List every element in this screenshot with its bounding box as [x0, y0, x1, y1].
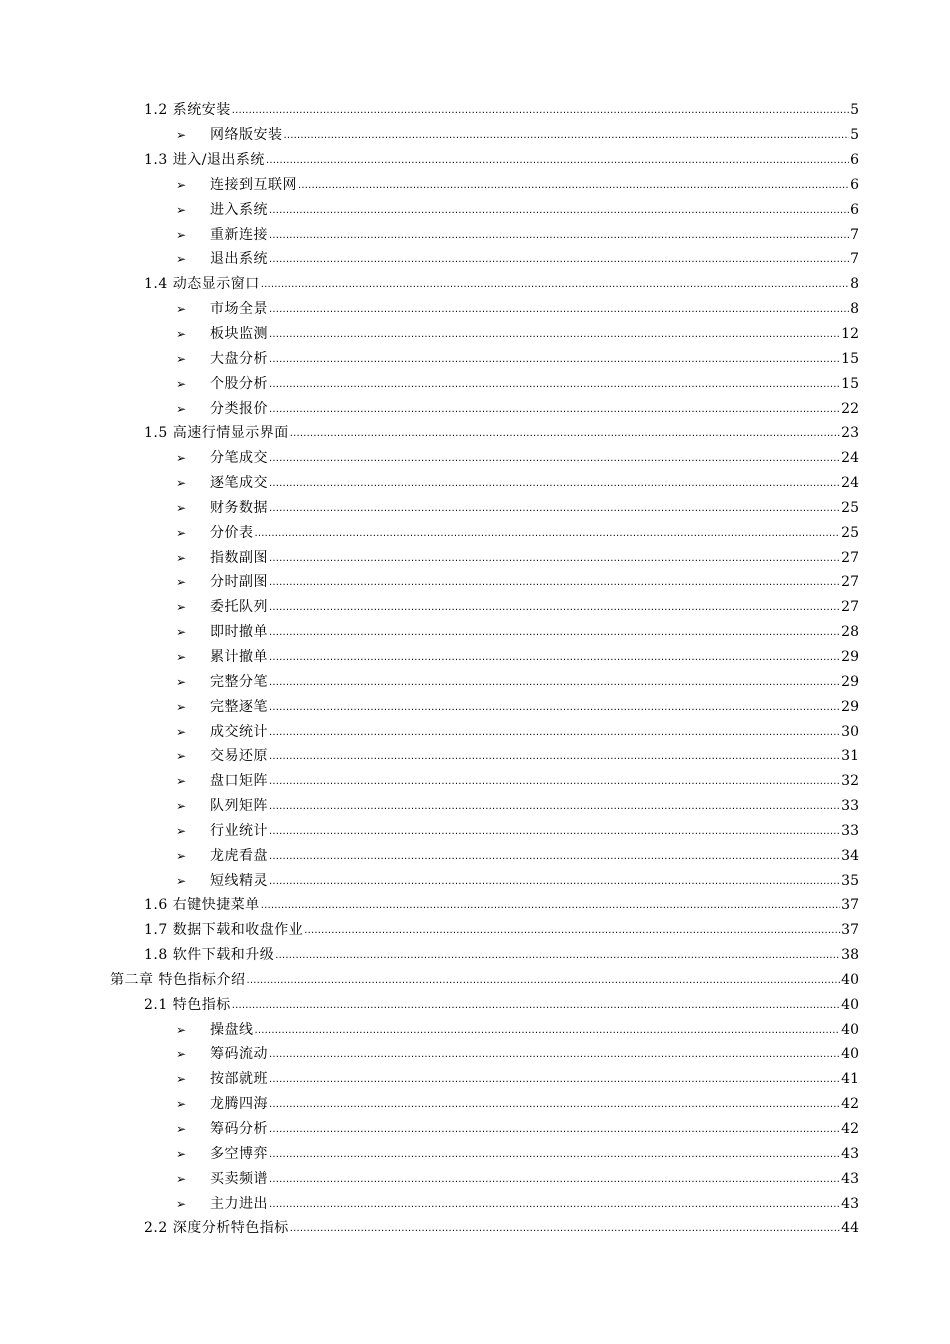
toc-page-number: 31 — [841, 748, 859, 765]
toc-page-number: 43 — [841, 1195, 859, 1212]
toc-entry-line — [176, 673, 950, 693]
toc-entry-title: 交易还原 — [210, 748, 268, 765]
toc-page-number: 32 — [841, 773, 859, 790]
arrow-bullet-icon: ➢ — [176, 674, 187, 689]
toc-entry-title: 1.5 高速行情显示界面 — [144, 425, 289, 442]
dot-leader — [269, 823, 840, 841]
arrow-bullet-icon: ➢ — [176, 1146, 187, 1161]
arrow-bullet-icon: ➢ — [176, 873, 187, 888]
dot-leader — [290, 425, 840, 443]
dot-leader — [269, 351, 840, 369]
toc-entry-line — [176, 1095, 950, 1115]
toc-entry-line — [176, 300, 950, 320]
toc-entry-title: 1.2 系统安装 — [144, 102, 231, 119]
arrow-bullet-icon: ➢ — [176, 351, 187, 366]
dot-leader — [269, 1096, 840, 1114]
dot-leader — [269, 674, 840, 692]
toc-page-number: 8 — [850, 276, 859, 293]
arrow-bullet-icon: ➢ — [176, 1097, 187, 1112]
toc-entry[interactable] — [0, 149, 950, 174]
toc-entry-title: 个股分析 — [210, 375, 268, 392]
toc-entry[interactable] — [0, 844, 950, 869]
toc-entry-line — [176, 723, 950, 743]
toc-page-number: 42 — [841, 1096, 859, 1113]
dot-leader — [269, 1146, 840, 1164]
toc-entry-title: 筹码流动 — [210, 1046, 268, 1063]
toc-page-number: 5 — [850, 102, 859, 119]
toc-entry-title: 分类报价 — [210, 400, 268, 417]
toc-entry-title: 累计撤单 — [210, 648, 268, 665]
toc-entry-title: 1.8 软件下载和升级 — [144, 947, 275, 964]
toc-entry[interactable] — [0, 1018, 950, 1043]
toc-entry-line — [176, 1070, 950, 1090]
toc-entry-line — [144, 151, 950, 171]
toc-entry-title: 成交统计 — [210, 723, 268, 740]
toc-entry-line — [176, 250, 950, 270]
arrow-bullet-icon: ➢ — [176, 1171, 187, 1186]
dot-leader — [269, 699, 840, 717]
toc-entry-line — [176, 474, 950, 494]
toc-entry-title: 盘口矩阵 — [210, 773, 268, 790]
toc-entry-title: 主力进出 — [210, 1195, 268, 1212]
toc-entry[interactable] — [0, 198, 950, 223]
toc-page-number: 22 — [841, 400, 859, 417]
dot-leader — [275, 947, 840, 965]
toc-entry-line — [176, 524, 950, 544]
toc-entry-title: 分价表 — [210, 524, 254, 541]
toc-entry[interactable] — [0, 993, 950, 1018]
toc-page-number: 33 — [841, 798, 859, 815]
toc-entry-line — [176, 648, 950, 668]
toc-entry[interactable] — [0, 521, 950, 546]
dot-leader — [269, 550, 840, 568]
toc-entry[interactable] — [0, 621, 950, 646]
arrow-bullet-icon: ➢ — [176, 649, 187, 664]
arrow-bullet-icon: ➢ — [176, 525, 187, 540]
dot-leader — [284, 127, 850, 145]
dot-leader — [269, 475, 840, 493]
toc-entry-line — [144, 896, 950, 916]
toc-entry-line — [176, 549, 950, 569]
toc-entry-title: 重新连接 — [210, 226, 268, 243]
dot-leader — [269, 500, 840, 518]
toc-page-number: 24 — [841, 450, 859, 467]
toc-page-number: 33 — [841, 822, 859, 839]
toc-page-number: 29 — [841, 698, 859, 715]
toc-page-number: 43 — [841, 1145, 859, 1162]
arrow-bullet-icon: ➢ — [176, 476, 187, 491]
arrow-bullet-icon: ➢ — [176, 823, 187, 838]
toc-page-number: 7 — [850, 226, 859, 243]
arrow-bullet-icon: ➢ — [176, 1022, 187, 1037]
toc-page-number: 6 — [850, 201, 859, 218]
toc-entry-line — [176, 1120, 950, 1140]
toc-entry[interactable] — [0, 323, 950, 348]
toc-entry-line — [144, 1219, 950, 1239]
dot-leader — [269, 227, 849, 245]
toc-entry[interactable] — [0, 670, 950, 695]
arrow-bullet-icon: ➢ — [176, 202, 187, 217]
toc-page-number: 30 — [841, 723, 859, 740]
arrow-bullet-icon: ➢ — [176, 550, 187, 565]
dot-leader — [269, 624, 840, 642]
toc-entry[interactable] — [0, 347, 950, 372]
toc-entry[interactable] — [0, 695, 950, 720]
dot-leader — [269, 202, 849, 220]
toc-page-number: 27 — [841, 599, 859, 616]
toc-page-number: 7 — [850, 251, 859, 268]
toc-page-number: 25 — [841, 499, 859, 516]
arrow-bullet-icon: ➢ — [176, 774, 187, 789]
toc-entry-line — [176, 375, 950, 395]
toc-entry[interactable] — [0, 174, 950, 199]
toc-entry[interactable] — [0, 745, 950, 770]
arrow-bullet-icon: ➢ — [176, 1072, 187, 1087]
dot-leader — [255, 1022, 841, 1040]
dot-leader — [269, 301, 849, 319]
toc-page-number: 41 — [841, 1071, 859, 1088]
toc-page-number: 42 — [841, 1121, 859, 1138]
toc-entry-line — [110, 971, 950, 991]
dot-leader — [269, 873, 840, 891]
toc-entry-title: 板块监测 — [210, 326, 268, 343]
dot-leader — [269, 326, 840, 344]
toc-entry-title: 分笔成交 — [210, 450, 268, 467]
dot-leader — [269, 798, 840, 816]
dot-leader — [269, 773, 840, 791]
dot-leader — [269, 251, 849, 269]
dot-leader — [269, 649, 840, 667]
dot-leader — [298, 177, 849, 195]
toc-entry[interactable] — [0, 1043, 950, 1068]
toc-page-number: 29 — [841, 648, 859, 665]
toc-page-number: 8 — [850, 301, 859, 318]
toc-entry-title: 买卖频谱 — [210, 1170, 268, 1187]
dot-leader — [269, 574, 840, 592]
arrow-bullet-icon: ➢ — [176, 799, 187, 814]
toc-entry-line — [176, 573, 950, 593]
toc-entry[interactable] — [0, 596, 950, 621]
arrow-bullet-icon: ➢ — [176, 128, 187, 143]
toc-entry-line — [144, 275, 950, 295]
dot-leader — [261, 276, 849, 294]
toc-entry-line — [176, 499, 950, 519]
toc-page-number: 35 — [841, 872, 859, 889]
toc-entry[interactable] — [0, 944, 950, 969]
toc-entry[interactable] — [0, 1142, 950, 1167]
dot-leader — [290, 1220, 840, 1238]
toc-page-number: 28 — [841, 624, 859, 641]
dot-leader — [269, 599, 840, 617]
toc-page-number: 12 — [841, 326, 859, 343]
toc-page-number: 5 — [850, 127, 859, 144]
arrow-bullet-icon: ➢ — [176, 327, 187, 342]
toc-entry-line — [176, 400, 950, 420]
toc-entry[interactable] — [0, 1167, 950, 1192]
toc-page-number: 34 — [841, 847, 859, 864]
toc-entry-title: 1.6 右键快捷菜单 — [144, 897, 260, 914]
toc-entry-line — [176, 176, 950, 196]
toc-entry-line — [144, 921, 950, 941]
toc-entry-title: 财务数据 — [210, 499, 268, 516]
toc-entry[interactable] — [0, 1217, 950, 1242]
dot-leader — [261, 897, 840, 915]
toc-entry-title: 行业统计 — [210, 822, 268, 839]
toc-entry-title: 分时副图 — [210, 574, 268, 591]
dot-leader — [269, 450, 840, 468]
toc-page-number: 27 — [841, 549, 859, 566]
toc-entry-line — [176, 201, 950, 221]
toc-entry[interactable] — [0, 447, 950, 472]
toc-entry[interactable] — [0, 497, 950, 522]
toc-entry-line — [176, 350, 950, 370]
toc-entry[interactable] — [0, 546, 950, 571]
dot-leader — [266, 152, 849, 170]
toc-entry[interactable] — [0, 869, 950, 894]
toc-entry-line — [176, 698, 950, 718]
toc-entry-title: 多空博弈 — [210, 1145, 268, 1162]
toc-entry[interactable] — [0, 1192, 950, 1217]
toc-page-number: 6 — [850, 152, 859, 169]
dot-leader — [269, 848, 840, 866]
toc-entry-title: 完整分笔 — [210, 673, 268, 690]
toc-entry-title: 逐笔成交 — [210, 475, 268, 492]
arrow-bullet-icon: ➢ — [176, 724, 187, 739]
toc-entry-title: 委托队列 — [210, 599, 268, 616]
toc-entry-line — [176, 126, 950, 146]
toc-entry-title: 市场全景 — [210, 301, 268, 318]
toc-entry-line — [176, 1170, 950, 1190]
dot-leader — [246, 972, 840, 990]
toc-entry[interactable] — [0, 124, 950, 149]
arrow-bullet-icon: ➢ — [176, 451, 187, 466]
toc-page-number: 40 — [841, 971, 859, 988]
dot-leader — [269, 724, 840, 742]
dot-leader — [269, 748, 840, 766]
toc-entry-line — [176, 1045, 950, 1065]
toc-entry-title: 第二章 特色指标介绍 — [110, 971, 246, 988]
arrow-bullet-icon: ➢ — [176, 625, 187, 640]
toc-entry-title: 短线精灵 — [210, 872, 268, 889]
toc-entry-title: 1.3 进入/退出系统 — [144, 152, 265, 169]
arrow-bullet-icon: ➢ — [176, 1047, 187, 1062]
toc-entry[interactable] — [0, 223, 950, 248]
arrow-bullet-icon: ➢ — [176, 699, 187, 714]
toc-entry-line — [176, 797, 950, 817]
toc-entry[interactable] — [0, 720, 950, 745]
dot-leader — [269, 401, 840, 419]
arrow-bullet-icon: ➢ — [176, 1122, 187, 1137]
toc-entry-line — [176, 598, 950, 618]
toc-entry-line — [144, 996, 950, 1016]
toc-entry[interactable] — [0, 99, 950, 124]
toc-page-number: 37 — [841, 922, 859, 939]
toc-entry-line — [176, 623, 950, 643]
toc-entry[interactable] — [0, 1093, 950, 1118]
toc-entry-title: 网络版安装 — [210, 127, 283, 144]
toc-entry-line — [144, 946, 950, 966]
toc-entry-line — [176, 449, 950, 469]
toc-entry-line — [176, 872, 950, 892]
toc-entry-title: 2.1 特色指标 — [144, 996, 231, 1013]
toc-entry-title: 操盘线 — [210, 1021, 254, 1038]
toc-entry-title: 1.4 动态显示窗口 — [144, 276, 260, 293]
toc-page-number: 44 — [841, 1220, 859, 1237]
dot-leader — [269, 376, 840, 394]
toc-entry-line — [176, 1195, 950, 1215]
toc-page-number: 40 — [841, 1021, 859, 1038]
toc-page-number: 15 — [841, 350, 859, 367]
toc-entry[interactable] — [0, 571, 950, 596]
dot-leader — [269, 1046, 840, 1064]
arrow-bullet-icon: ➢ — [176, 302, 187, 317]
toc-entry[interactable] — [0, 969, 950, 994]
dot-leader — [269, 1196, 840, 1214]
arrow-bullet-icon: ➢ — [176, 1196, 187, 1211]
toc-entry-title: 2.2 深度分析特色指标 — [144, 1220, 289, 1237]
toc-entry-line — [176, 772, 950, 792]
toc-entry[interactable] — [0, 646, 950, 671]
dot-leader — [269, 1071, 840, 1089]
toc-entry-title: 进入系统 — [210, 201, 268, 218]
toc-entry-title: 退出系统 — [210, 251, 268, 268]
table-of-contents — [0, 99, 950, 1242]
toc-page-number: 43 — [841, 1170, 859, 1187]
arrow-bullet-icon: ➢ — [176, 227, 187, 242]
dot-leader — [232, 102, 849, 120]
dot-leader — [255, 525, 841, 543]
toc-entry[interactable] — [0, 248, 950, 273]
toc-entry-line — [176, 1021, 950, 1041]
toc-entry[interactable] — [0, 1068, 950, 1093]
dot-leader — [269, 1171, 840, 1189]
toc-page-number: 40 — [841, 996, 859, 1013]
toc-entry-title: 1.7 数据下载和收盘作业 — [144, 922, 304, 939]
toc-entry-title: 大盘分析 — [210, 350, 268, 367]
toc-entry-line — [176, 822, 950, 842]
toc-entry-title: 指数副图 — [210, 549, 268, 566]
toc-entry-line — [144, 101, 950, 121]
toc-entry-title: 连接到互联网 — [210, 176, 297, 193]
arrow-bullet-icon: ➢ — [176, 376, 187, 391]
toc-page-number: 40 — [841, 1046, 859, 1063]
toc-entry[interactable] — [0, 1118, 950, 1143]
toc-entry-title: 队列矩阵 — [210, 798, 268, 815]
toc-entry[interactable] — [0, 819, 950, 844]
toc-page-number: 23 — [841, 425, 859, 442]
toc-entry-line — [144, 424, 950, 444]
dot-leader — [232, 997, 840, 1015]
toc-entry[interactable] — [0, 894, 950, 919]
toc-entry[interactable] — [0, 372, 950, 397]
toc-page-number: 27 — [841, 574, 859, 591]
toc-page-number: 25 — [841, 524, 859, 541]
toc-entry[interactable] — [0, 397, 950, 422]
arrow-bullet-icon: ➢ — [176, 848, 187, 863]
toc-entry-title: 即时撤单 — [210, 624, 268, 641]
toc-entry-line — [176, 226, 950, 246]
arrow-bullet-icon: ➢ — [176, 401, 187, 416]
toc-entry-title: 龙虎看盘 — [210, 847, 268, 864]
dot-leader — [304, 922, 840, 940]
toc-page-number: 15 — [841, 375, 859, 392]
toc-entry-title: 按部就班 — [210, 1071, 268, 1088]
toc-page-number: 37 — [841, 897, 859, 914]
dot-leader — [269, 1121, 840, 1139]
arrow-bullet-icon: ➢ — [176, 177, 187, 192]
toc-page-number: 38 — [841, 947, 859, 964]
toc-entry[interactable] — [0, 795, 950, 820]
toc-entry-line — [176, 1145, 950, 1165]
arrow-bullet-icon: ➢ — [176, 600, 187, 615]
toc-entry[interactable] — [0, 919, 950, 944]
arrow-bullet-icon: ➢ — [176, 749, 187, 764]
toc-entry-title: 筹码分析 — [210, 1121, 268, 1138]
toc-entry-line — [176, 747, 950, 767]
arrow-bullet-icon: ➢ — [176, 252, 187, 267]
toc-entry-title: 龙腾四海 — [210, 1096, 268, 1113]
arrow-bullet-icon: ➢ — [176, 500, 187, 515]
toc-entry[interactable] — [0, 298, 950, 323]
toc-entry-line — [176, 847, 950, 867]
toc-entry[interactable] — [0, 422, 950, 447]
toc-page-number: 24 — [841, 475, 859, 492]
toc-entry[interactable] — [0, 770, 950, 795]
toc-entry[interactable] — [0, 273, 950, 298]
toc-entry-title: 完整逐笔 — [210, 698, 268, 715]
toc-entry[interactable] — [0, 472, 950, 497]
arrow-bullet-icon: ➢ — [176, 575, 187, 590]
toc-entry-line — [176, 325, 950, 345]
toc-page-number: 6 — [850, 176, 859, 193]
toc-page-number: 29 — [841, 673, 859, 690]
